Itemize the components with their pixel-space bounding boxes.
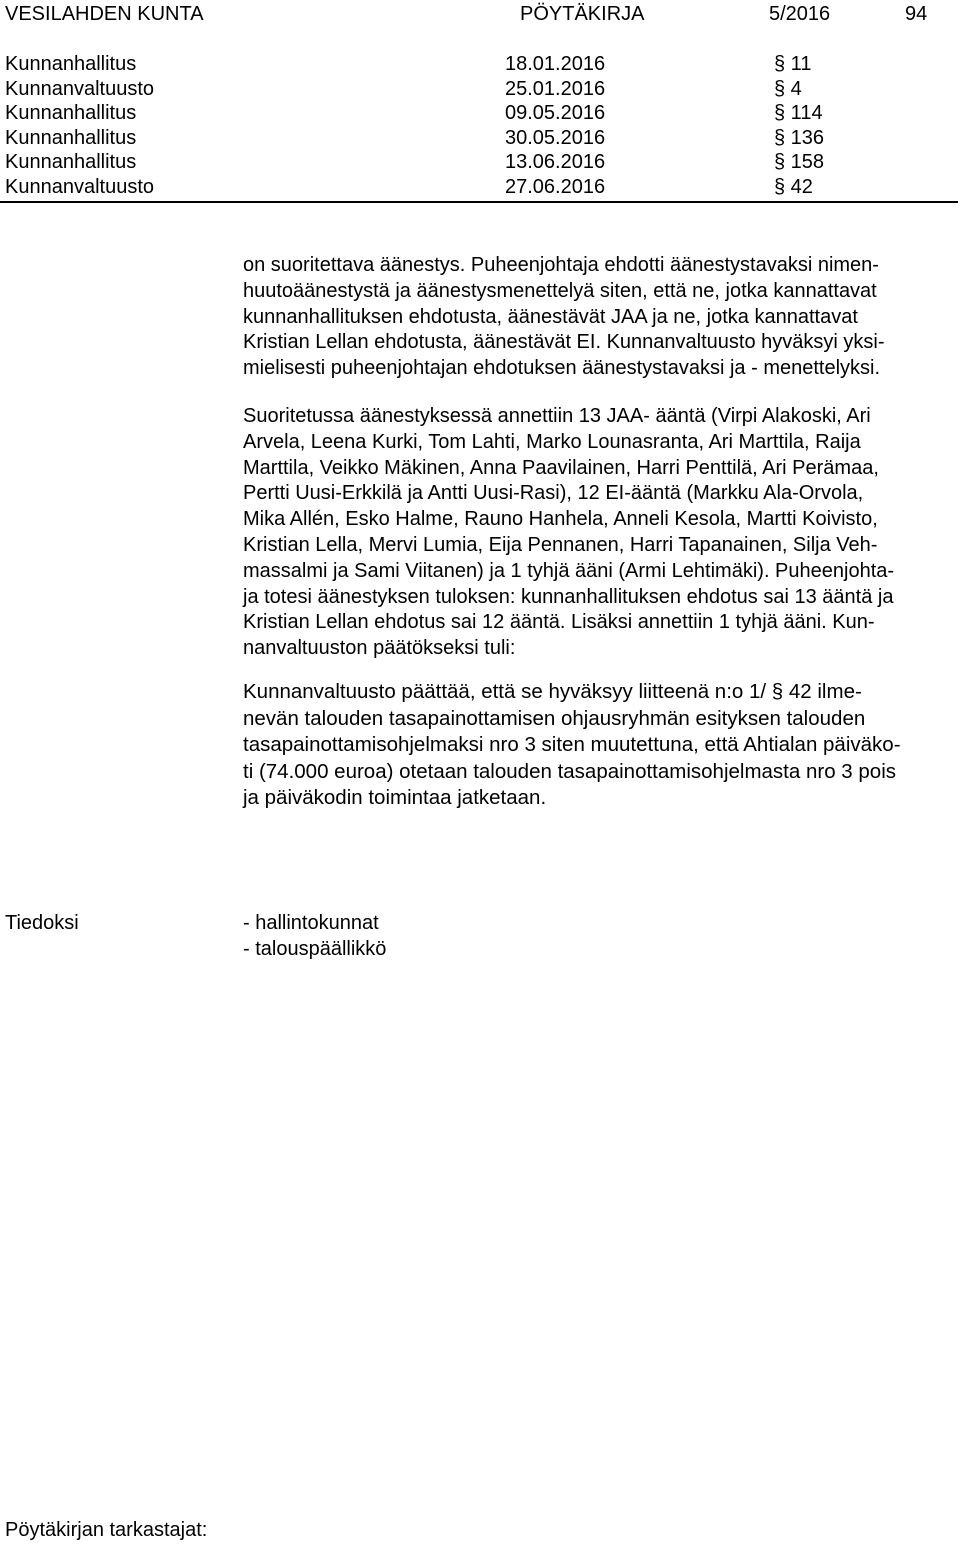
text-line: Mika Allén, Esko Halme, Rauno Hanhela, Anneli Kesola, Martti Koivisto,	[243, 508, 878, 531]
text-line: massalmi ja Sami Viitanen) ja 1 tyhjä ääni (Armi Lehtimäki). Puheenjohta-	[243, 559, 895, 582]
meeting-body: Kunnanhallitus	[5, 53, 137, 75]
text-line: kunnanhallituksen ehdotusta, äänestävät JAA ja ne, jotka kannattavat	[243, 305, 858, 328]
meeting-section: § 11	[774, 53, 812, 75]
text-line: tasapainottamisohjelmaksi nro 3 siten muutettuna, että Ahtialan päiväko-	[243, 733, 901, 756]
text-line: Suoritetussa äänestyksessä annettiin 13 JAA- ääntä (Virpi Alakoski, Ari	[243, 405, 871, 427]
decision-paragraph	[243, 679, 955, 812]
meeting-date: 27.06.2016	[505, 175, 606, 198]
text-line: mielisesti puheenjohtajan ehdotuksen äänestystavaksi ja - menettelyksi.	[243, 357, 881, 380]
meeting-section: § 158	[774, 151, 825, 174]
meeting-date: 13.06.2016	[505, 151, 606, 174]
voting-procedure-paragraph	[243, 253, 955, 382]
meeting-date: 18.01.2016	[505, 53, 606, 75]
municipality-name: VESILAHDEN KUNTA	[5, 3, 204, 25]
meeting-body: Kunnanhallitus	[5, 126, 137, 149]
meeting-body: Kunnanvaltuusto	[5, 175, 155, 198]
minutes-checkers-label: Pöytäkirjan tarkastajat:	[5, 1519, 208, 1541]
meeting-row	[0, 52, 960, 77]
header-divider	[0, 201, 958, 203]
distribution-item: - talouspäällikkö	[243, 938, 387, 960]
meeting-history	[0, 52, 960, 200]
text-line: huutoäänestystä ja äänestysmenettelyä siten, että ne, jotka kannattavat	[243, 279, 877, 302]
meeting-row	[0, 175, 960, 200]
text-line: Kunnanvaltuusto päättää, että se hyväksyy liitteenä n:o 1/ § 42 ilme-	[243, 680, 862, 703]
page-number: 94	[905, 3, 928, 25]
meeting-section: § 114	[774, 102, 823, 125]
text-line: Kristian Lellan ehdotus sai 12 ääntä. Lisäksi annettiin 1 tyhjä ääni. Kun-	[243, 611, 875, 634]
meeting-date: 09.05.2016	[505, 102, 606, 125]
distribution-label: Tiedoksi	[5, 912, 79, 934]
text-line: ja päiväkodin toimintaa jatketaan.	[243, 786, 547, 809]
text-line: Pertti Uusi-Erkkilä ja Antti Uusi-Rasi), 12 EI-ääntä (Markku Ala-Orvola,	[243, 482, 864, 505]
meeting-row	[0, 126, 960, 151]
meeting-date: 30.05.2016	[505, 126, 606, 149]
distribution-list	[243, 910, 386, 962]
meeting-body: Kunnanhallitus	[5, 102, 137, 125]
text-line: Kristian Lellan ehdotusta, äänestävät EI. Kunnanvaltuusto hyväksyi yksi-	[243, 331, 885, 354]
text-line: nevän talouden tasapainottamisen ohjausryhmän esityksen talouden	[243, 706, 866, 730]
issue-number: 5/2016	[769, 3, 831, 25]
document-type: PÖYTÄKIRJA	[520, 3, 645, 25]
meeting-section: § 4	[774, 77, 802, 100]
text-line: Kristian Lella, Mervi Lumia, Eija Pennanen, Harri Tapanainen, Silja Veh-	[243, 533, 878, 556]
text-line: Arvela, Leena Kurki, Tom Lahti, Marko Lounasranta, Ari Marttila, Raija	[243, 430, 861, 453]
meeting-date: 25.01.2016	[505, 77, 606, 100]
meeting-row	[0, 150, 960, 175]
text-line: nanvaltuuston päätökseksi tuli:	[243, 637, 516, 660]
distribution-item: - hallintokunnat	[243, 912, 379, 934]
text-line: on suoritettava äänestys. Puheenjohtaja ehdotti äänestystavaksi nimen-	[243, 254, 879, 276]
meeting-row	[0, 101, 960, 126]
voting-result-paragraph	[243, 404, 955, 662]
meeting-section: § 136	[774, 126, 825, 149]
document-header	[0, 3, 960, 29]
text-line: Marttila, Veikko Mäkinen, Anna Paavilainen, Harri Penttilä, Ari Perämaa,	[243, 456, 879, 479]
text-line: ti (74.000 euroa) otetaan talouden tasapainottamisohjelmasta nro 3 pois	[243, 759, 897, 783]
meeting-row	[0, 77, 960, 102]
meeting-body: Kunnanhallitus	[5, 151, 137, 174]
text-line: ja totesi äänestyksen tuloksen: kunnanhallituksen ehdotus sai 13 ääntä ja	[243, 585, 894, 608]
meeting-section: § 42	[774, 175, 813, 198]
meeting-body: Kunnanvaltuusto	[5, 77, 155, 100]
